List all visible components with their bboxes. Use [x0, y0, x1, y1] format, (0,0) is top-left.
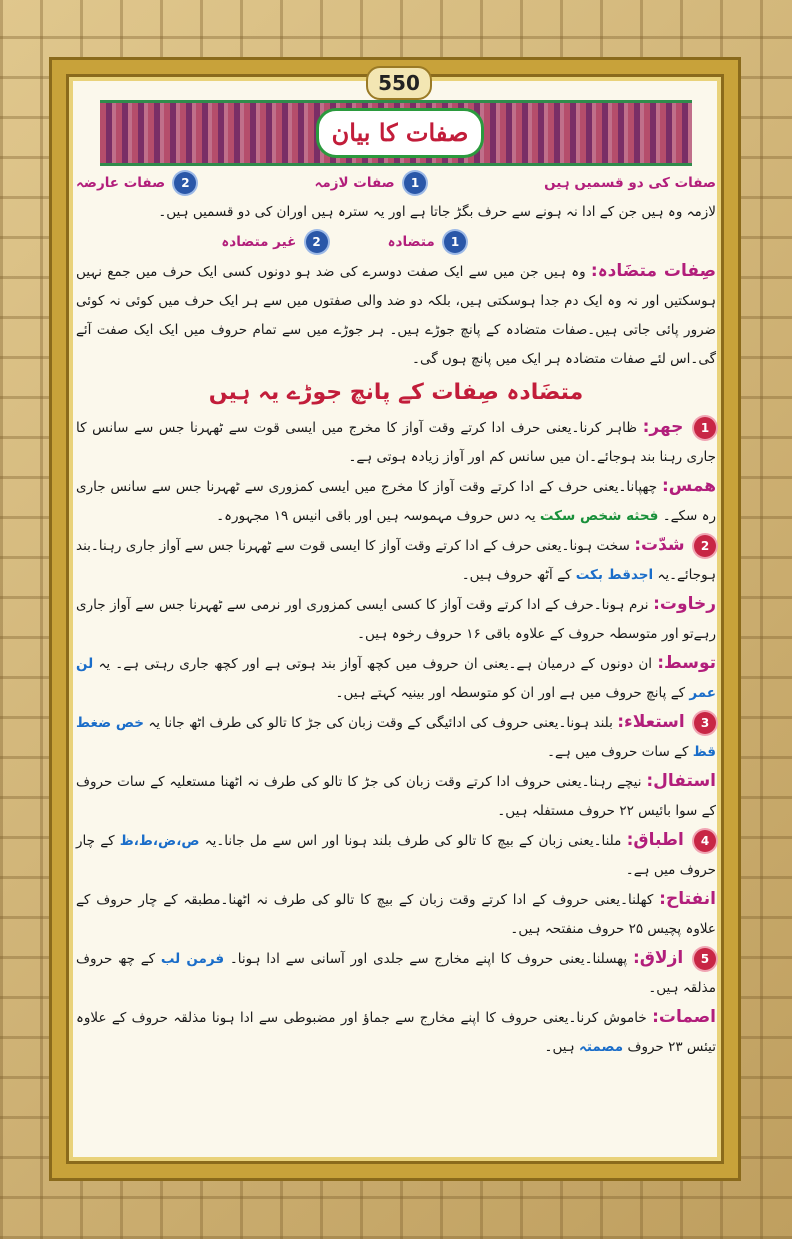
pair-3-istifal — [76, 767, 716, 826]
tawassut-text-1: ان دونوں کے درمیان ہے۔یعنی ان حروف میں کچھ آواز بند ہوتی ہے اور کچھ جاری رہتی ہے۔ یہ — [98, 656, 653, 672]
shiddat-highlight: اجدقط بکت — [575, 567, 654, 583]
jahr-text: ظاہر کرنا۔یعنی حرف ادا کرتے وقت آواز کا مخرج میں ایسی قوت سے ٹھہرنا جس سے سانس کا جاری رہنا بند ہوجائے۔ان میں سانس کم اور آواز زیادہ ہوتی ہے۔ — [76, 420, 716, 465]
shiddat-text-1: سخت ہونا۔یعنی حرف کے ادا کرتے وقت آواز کا ایسی قوت سے ٹھہرنا جس سے آواز جاری رہنا۔بند ہوجائے۔یہ — [76, 538, 716, 583]
itbaq-highlight: ص،ض،ط،ظ — [119, 833, 200, 849]
page-number: 550 — [366, 66, 432, 100]
istifal-term: استفال: — [646, 771, 717, 791]
shiddat-text-2: کے آٹھ حروف ہیں۔ — [461, 567, 572, 583]
istila-text-2: کے سات حروف میں ہے۔ — [547, 744, 689, 760]
itbaq-text-1: ملنا۔یعنی زبان کے بیچ کا تالو کی طرف بلند ہونا اور اس سے مل جانا۔یہ — [204, 833, 622, 849]
lazima-type-1 — [388, 228, 466, 257]
ismat-text-2: ہیں۔ — [544, 1039, 575, 1055]
pair-2-rikhwat — [76, 590, 716, 649]
istila-text-1: بلند ہونا۔یعنی حروف کی ادائیگی کے وقت زبان کی جڑ کا تالو کی طرف اٹھ جانا یہ — [148, 715, 613, 731]
number-badge: 4 — [694, 830, 716, 852]
ismat-term: اصمات: — [652, 1007, 717, 1027]
pair-3-istila — [76, 708, 716, 767]
pair-5-izlaq — [76, 944, 716, 1003]
pair-2-tawassut — [76, 649, 716, 708]
itbaq-term: اطباق: — [626, 830, 684, 850]
hams-text-1: چھپانا۔یعنی حرف کے ادا کرتے وقت آواز کا مخرج میں ایسی کمزوری سے ٹھہرنا جس سے سانس جاری رہ سکے۔ — [76, 479, 716, 524]
hams-highlight: فحثه شخص سکت — [539, 508, 659, 524]
tawassut-highlight: لن عمر — [76, 656, 716, 701]
content — [76, 168, 716, 1168]
izlaq-term: ازلاق: — [632, 948, 684, 968]
lazima-type-2 — [221, 228, 327, 257]
type-item-2 — [76, 169, 196, 198]
rikhwat-text: نرم ہونا۔حرف کے ادا کرتے وقت آواز کا کسی ایسی کمزوری اور نرمی سے ٹھہرنا جس سے آواز جاری رہےتو اور متوسطہ حروف کے علاوہ باقی ۱۶ حروف رخوہ ہیں۔ — [76, 597, 716, 642]
mutazada-text: وہ ہیں جن میں سے ایک صفت دوسرے کی ضد ہو دونوں کسی ایک حرف میں جمع نہیں ہوسکتیں اور نہ وہ ایک دم جدا ہوسکتی ہیں، بلکہ دو ضد والی صفتوں میں سے ہر ایک حرف میں کوئی نہ کوئی ضرور پائی جاتی ہیں۔صفات متضادہ کے پانچ جوڑے ہیں۔ ہر جوڑے میں سے تمام حروف میں ایک ایک صفت آئے گی۔اس لئے صفات متضادہ ہر ایک میں پانچ ہوں گی۔ — [76, 264, 716, 367]
lazima-types-row — [76, 227, 716, 257]
page-title: صفات کا بیان — [316, 108, 484, 158]
izlaq-highlight: فرمن لب — [160, 951, 225, 967]
number-badge: 2 — [694, 535, 716, 557]
type-item-1-label: صفات لازمہ — [314, 174, 395, 191]
izlaq-text-2: کے چھ حروف مذلقہ ہیں۔ — [76, 951, 716, 996]
rikhwat-term: رخاوت: — [653, 594, 716, 614]
number-badge: 2 — [174, 172, 196, 194]
type-item-2-label: صفات عارضہ — [76, 174, 166, 191]
lazima-type-2-label: غیر متضادہ — [221, 233, 297, 250]
pair-1-jahr — [76, 413, 716, 472]
number-badge: 1 — [444, 231, 466, 253]
pair-4-itbaq — [76, 826, 716, 885]
pair-1-hams — [76, 472, 716, 531]
mutazada-term: صِفات متضَادہ: — [590, 261, 716, 281]
pair-5-ismat — [76, 1003, 716, 1062]
pair-2-shiddat — [76, 531, 716, 590]
pair-4-infitah — [76, 885, 716, 944]
number-badge: 3 — [694, 712, 716, 734]
izlaq-text-1: پھسلنا۔یعنی حروف کا اپنے مخارج سے جلدی اور آسانی سے ادا ہونا۔ — [229, 951, 628, 967]
shiddat-term: شدّت: — [634, 535, 685, 555]
type-item-1 — [315, 169, 427, 198]
tawassut-term: توسط: — [657, 653, 717, 673]
hams-text-2: یہ دس حروف مہموسہ ہیں اور باقی انیس ۱۹ مجہورہ۔ — [216, 508, 536, 524]
istila-term: استعلاء: — [617, 712, 685, 732]
pairs-heading: متضَادہ صِفات کے پانچ جوڑے یہ ہیں — [208, 380, 584, 405]
two-types-heading: صفات کی دو قسمیں ہیں — [544, 174, 716, 191]
ismat-text-1: خاموش کرنا۔یعنی حروف کا اپنے مخارج سے جماؤ اور مضبوطی سے ادا ہونا مذلقہ حروف کے علاوہ تیئس ۲۳ حروف — [76, 1010, 716, 1055]
istila-highlight: خص ضغط قظ — [76, 715, 716, 760]
number-badge: 5 — [694, 948, 716, 970]
number-badge: 1 — [404, 172, 426, 194]
number-badge: 2 — [306, 231, 328, 253]
number-badge: 1 — [694, 417, 716, 439]
infitah-term: انفتاح: — [659, 889, 716, 909]
istifal-text: نیچے رہنا۔یعنی حروف ادا کرتے وقت زبان کی جڑ کا تالو کی طرف نہ اٹھنا مستعلیہ کے سات حروف کے سوا بائیس ۲۲ حروف مستفلہ ہیں۔ — [76, 774, 716, 819]
infitah-text: کھلنا۔یعنی حروف کے ادا کرتے وقت زبان کے بیچ کا تالو کی طرف نہ اٹھنا۔مطبقہ کے چار حروف کے علاوہ پچیس ۲۵ حروف منفتحہ ہیں۔ — [76, 892, 716, 937]
tawassut-text-2: کے پانچ حروف میں ہے اور ان کو متوسطہ اور بینیہ کہتے ہیں۔ — [335, 685, 686, 701]
ismat-highlight: مصمتہ — [579, 1039, 624, 1055]
jahr-term: جھر: — [642, 417, 684, 437]
hams-term: ھمس: — [661, 476, 716, 496]
lazima-line: لازمہ وہ ہیں جن کے ادا نہ ہونے سے حرف بگڑ جاتا ہے اور یہ سترہ ہیں اوران کی دو قسمیں ہیں۔ — [158, 204, 716, 220]
mutazada-paragraph — [76, 257, 716, 374]
lazima-type-1-label: متضادہ — [387, 233, 435, 250]
two-types-row — [76, 168, 716, 198]
itbaq-text-2: کے چار حروف میں ہے۔ — [76, 833, 716, 878]
